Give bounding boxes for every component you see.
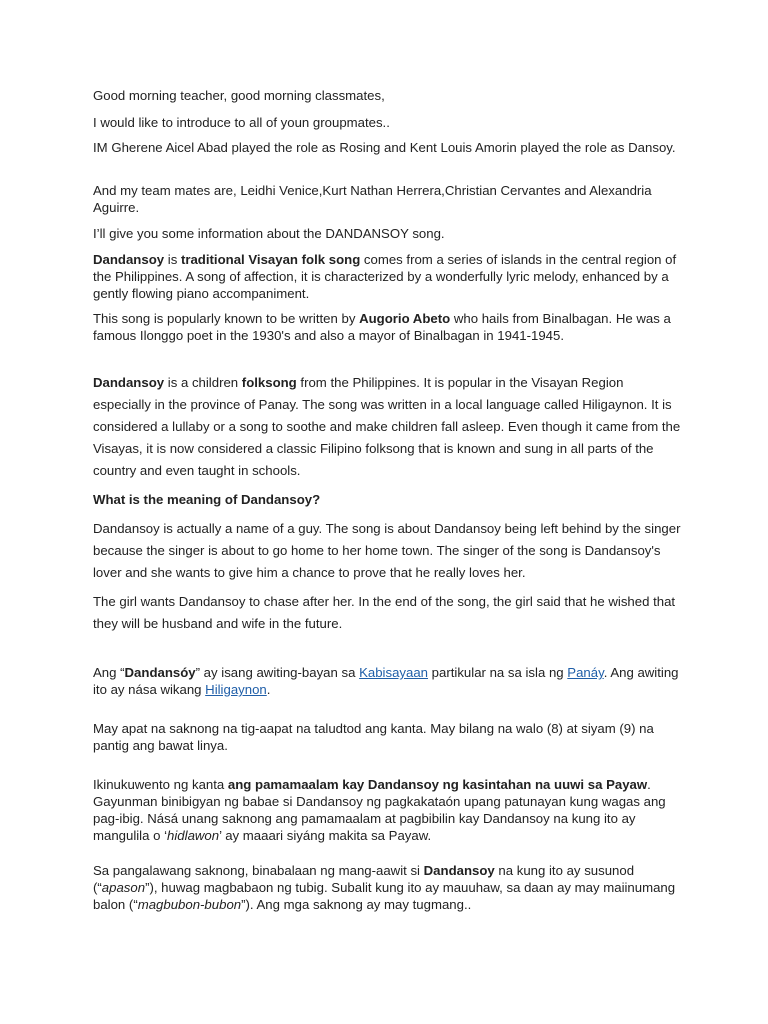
tagalog-paragraph-1: Ang “Dandansóy” ay isang awiting-bayan sa Kabisayaan partikular na sa isla ng Panáy. Ang awiting ito ay nása wikang Hiligaynon. — [93, 665, 679, 697]
italic-term: magbubon-bubon — [137, 897, 242, 912]
italic-term: apason — [101, 880, 146, 895]
tagalog-paragraph-2: May apat na saknong na tig-aapat na taludtod ang kanta. May bilang na walo (8) at siyam (9) na pantig ang bawat linya. — [93, 721, 654, 753]
tagalog-paragraph-4: Sa pangalawang saknong, binabalaan ng mang-aawit si Dandansoy na kung ito ay susunod (“apason”), huwag magbabaon ng tubig. Subalit kung ito ay mauuhaw, sa daan ay may maiinumang balon (“magbubon-bubon”). Ang mga saknong ay may tugmang.. — [93, 863, 676, 912]
bold-term: Dandansóy — [124, 665, 196, 680]
tagalog-paragraph-3: Ikinukuwento ng kanta ang pamamaalam kay Dandansoy ng kasintahan na uuwi sa Payaw. Gayunman binibigyan ng babae si Dandansoy ng pagkakataón upang patunayan kung wagas ang pag-ibig. Násá unang saknong ang pamamaalam at pagbibilin kay Dandansoy na kung ito ay mangulila o ‘hidlawon’ ay maaari siyáng makita sa Payaw. — [93, 777, 666, 843]
teammates-paragraph: And my team mates are, Leidhi Venice,Kurt Nathan Herrera,Christian Cervantes and Alexandria Aguirre. — [93, 183, 652, 215]
italic-term: hidlawon — [167, 828, 220, 843]
link-hiligaynon[interactable]: Hiligaynon — [205, 682, 267, 697]
bold-term: traditional Visayan folk song — [180, 252, 361, 267]
roles-paragraph: IM Gherene Aicel Abad played the role as Rosing and Kent Louis Amorin played the role as Dansoy. — [93, 140, 676, 155]
meaning-paragraph-1: Dandansoy is actually a name of a guy. The song is about Dandansoy being left behind by the singer because the singer is about to go home to her home town. The singer of the song is Dandansoy's lover and she wants to give him a chance to prove that he really loves her. — [93, 521, 681, 580]
greeting-line: Good morning teacher, good morning classmates, — [93, 88, 385, 103]
bold-term: ang pamamaalam kay Dandansoy ng kasintahan na uuwi sa Payaw — [227, 777, 648, 792]
bold-term: Dandansoy — [423, 863, 495, 878]
children-folksong-paragraph: Dandansoy is a children folksong from the Philippines. It is popular in the Visayan Region especially in the province of Panay. The song was written in a local language called Hiligaynon. It is considered a lullaby or a song to soothe and make children fall asleep. Even though it came from the Visayas, it is now considered a classic Filipino folksong that is known and sung in all parts of the country and even taught in schools. — [93, 375, 681, 478]
author-name: Augorio Abeto — [359, 311, 451, 326]
introduce-line: I would like to introduce to all of youn groupmates.. — [93, 115, 390, 130]
bold-term: Dandansoy — [93, 252, 165, 267]
bold-term: folksong — [241, 375, 297, 390]
info-intro-line: I’ll give you some information about the DANDANSOY song. — [93, 226, 445, 241]
link-panay[interactable]: Panáy — [567, 665, 604, 680]
origin-paragraph: Dandansoy is traditional Visayan folk song comes from a series of islands in the central region of the Philippines. A song of affection, it is characterized by a wonderfully lyric melody, enhanced by a gently flowing piano accompaniment. — [93, 252, 677, 301]
author-paragraph: This song is popularly known to be written by Augorio Abeto who hails from Binalbagan. He was a famous Ilonggo poet in the 1930's and also a mayor of Binalbagan in 1941-1945. — [93, 311, 671, 343]
meaning-heading: What is the meaning of Dandansoy? — [93, 492, 321, 507]
meaning-paragraph-2: The girl wants Dandansoy to chase after her. In the end of the song, the girl said that he wished that they will be husband and wife in the future. — [93, 594, 676, 631]
link-kabisayaan[interactable]: Kabisayaan — [359, 665, 429, 680]
bold-term: Dandansoy — [93, 375, 165, 390]
